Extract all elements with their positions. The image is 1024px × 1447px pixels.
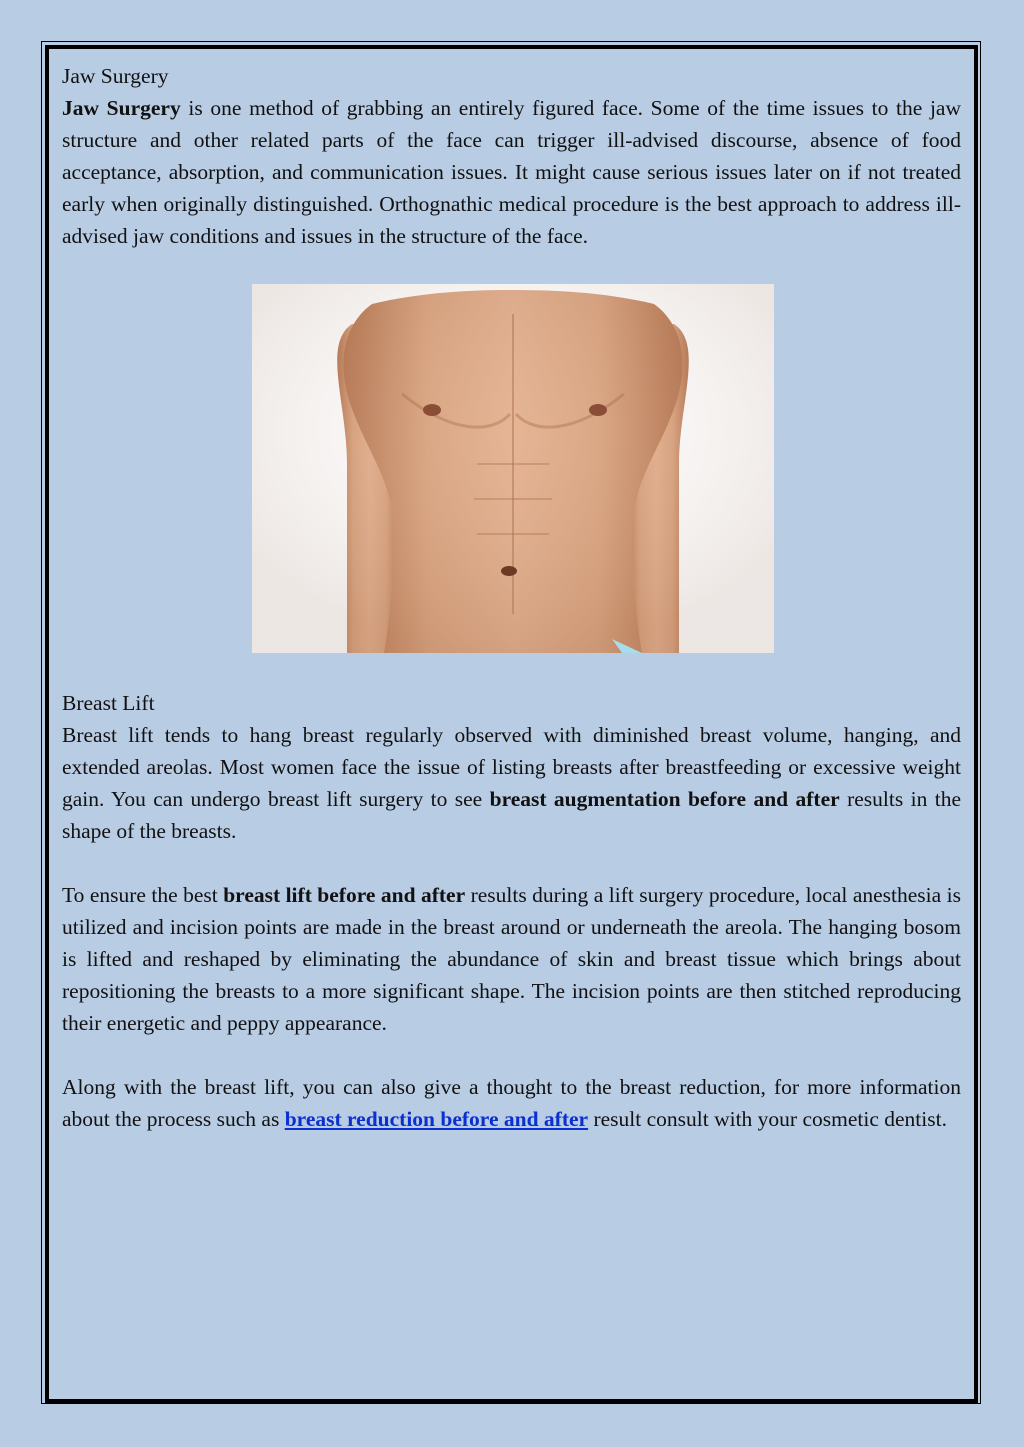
jaw-surgery-section xyxy=(62,60,961,252)
jaw-surgery-body: is one method of grabbing an entirely figured face. Some of the time issues to the jaw structure and other related parts of the face can trigger ill-advised discourse, absence of food acceptance, absorption, and communication issues. It might cause serious issues later on if not treated early when originally distinguished. Orthognathic medical procedure is the best approach to address ill-advised jaw conditions and issues in the structure of the face. xyxy=(62,96,961,248)
p3-tail: result consult with your cosmetic dentist. xyxy=(588,1107,947,1131)
jaw-surgery-paragraph xyxy=(62,92,961,252)
jaw-surgery-heading: Jaw Surgery xyxy=(62,64,169,88)
breast-reduction-link[interactable]: breast reduction before and after xyxy=(284,1107,589,1131)
breast-lift-paragraph-1 xyxy=(62,719,961,847)
paragraph-spacer xyxy=(62,1039,961,1071)
breast-lift-heading: Breast Lift xyxy=(62,691,155,715)
p3-text: Along with the breast lift, you can also give a thought to the breast reduction, for more information about the process such as xyxy=(62,1075,961,1131)
paragraph-spacer xyxy=(62,847,961,879)
breast-lift-paragraph-2 xyxy=(62,879,961,1039)
p1-text: Breast lift tends to hang breast regularly observed with diminished breast volume, hanging, and extended areolas. Most women face the issue of listing breasts after breastfeeding or excessive weight gain. You can undergo breast lift surgery to see xyxy=(62,723,961,811)
p1-tail: results in the shape of the breasts. xyxy=(62,787,961,843)
torso-photo xyxy=(252,284,774,653)
p1-bold: breast augmentation before and after xyxy=(489,787,840,811)
p2-tail: results during a lift surgery procedure, local anesthesia is utilized and incision points are made in the breast around or underneath the areola. The hanging bosom is lifted and reshaped by eliminating the abundance of skin and breast tissue which brings about repositioning the breasts to a more significant shape. The incision points are then stitched reproducing their energetic and peppy appearance. xyxy=(62,883,961,1035)
breast-lift-section xyxy=(62,687,961,1135)
torso-illustration xyxy=(252,284,774,653)
p2-text: To ensure the best xyxy=(62,883,224,907)
breast-lift-paragraph-3 xyxy=(62,1071,961,1135)
p2-bold: breast lift before and after xyxy=(223,883,466,907)
jaw-surgery-bold-lead: Jaw Surgery xyxy=(62,96,181,120)
